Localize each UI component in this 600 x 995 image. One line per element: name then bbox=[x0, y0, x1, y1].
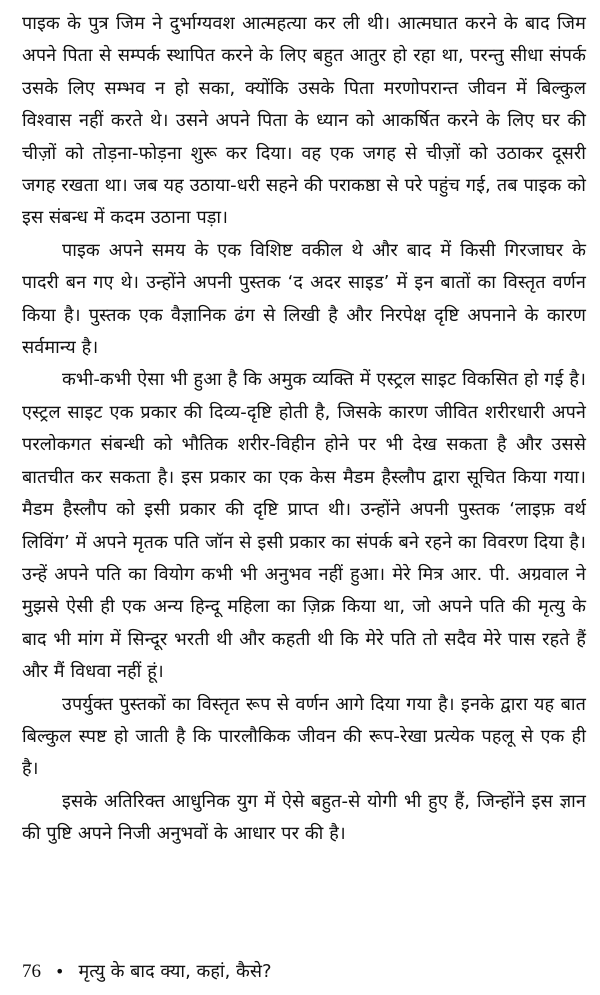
paragraph-3: कभी-कभी ऐसा भी हुआ है कि अमुक व्यक्ति में एस्ट्रल साइट विकसित हो गई है। एस्ट्रल साइट एक प्रकार की दिव्य-दृष्टि होती है, जिसके कारण जीवित शरीरधारी अपने परलोकगत संबन्धी को भौतिक शरीर-विहीन होने पर भी देख सकता है और उससे बातचीत कर सकता है। इस प्रकार का एक केस मैडम हैस्लौप द्वारा सूचित किया गया। मैडम हैस्लौप को इसी प्रकार की दृष्टि प्राप्त थी। उन्होंने अपनी पुस्तक ‘लाइफ़ वर्थ लिविंग’ में अपने मृतक पति जॉन से इसी प्रकार का संपर्क बने रहने का विवरण दिया है। उन्हें अपने पति का वियोग कभी भी अनुभव नहीं हुआ। मेरे मित्र आर. पी. अग्रवाल ने मुझसे ऐसी ही एक अन्य हिन्दू महिला का ज़िक्र किया था, जो अपने पति की मृत्यु के बाद भी मांग में सिन्दूर भरती थी और कहती थी कि मेरे पति तो सदैव मेरे पास रहते हैं और मैं विधवा नहीं हूं। bbox=[22, 369, 586, 683]
footer-bullet: • bbox=[55, 962, 65, 981]
page-number: 76 bbox=[22, 961, 41, 982]
page-footer bbox=[22, 959, 272, 985]
paragraph-2: पाइक अपने समय के एक विशिष्ट वकील थे और बाद में किसी गिरजाघर के पादरी बन गए थे। उन्होंने अपनी पुस्तक ‘द अदर साइड’ में इन बातों का विस्तृत वर्णन किया है। पुस्तक एक वैज्ञानिक ढंग से लिखी है और निरपेक्ष दृष्टि अपनाने के कारण सर्वमान्य है। bbox=[22, 239, 586, 359]
paragraph-1: पाइक के पुत्र जिम ने दुर्भाग्यवश आत्महत्या कर ली थी। आत्मघात करने के बाद जिम अपने पिता से सम्पर्क स्थापित करने के लिए बहुत आतुर हो रहा था, परन्तु सीधा संपर्क उसके लिए सम्भव न हो सका, क्योंकि उसके पिता मरणोपरान्त जीवन में बिल्कुल विश्वास नहीं करते थे। उसने अपने पिता के ध्यान को आकर्षित करने के लिए घर की चीज़ों को तोड़ना-फोड़ना शुरू कर दिया। वह एक जगह से चीज़ों को उठाकर दूसरी जगह रखता था। जब यह उठाया-धरी सहने की पराकष्ठा से परे पहुंच गई, तब पाइक को इस संबन्ध में कदम उठाना पड़ा। bbox=[22, 13, 586, 229]
paragraph-4: उपर्युक्त पुस्तकों का विस्तृत रूप से वर्णन आगे दिया गया है। इनके द्वारा यह बात बिल्कुल स्पष्ट हो जाती है कि पारलौकिक जीवन की रूप-रेखा प्रत्येक पहलू से एक ही है। bbox=[22, 693, 586, 780]
paragraph-5: इसके अतिरिक्त आधुनिक युग में ऐसे बहुत-से योगी भी हुए हैं, जिन्होंने इस ज्ञान की पुष्टि अपने निजी अनुभवों के आधार पर की है। bbox=[22, 790, 586, 845]
book-title: मृत्यु के बाद क्या, कहां, कैसे? bbox=[78, 961, 272, 982]
